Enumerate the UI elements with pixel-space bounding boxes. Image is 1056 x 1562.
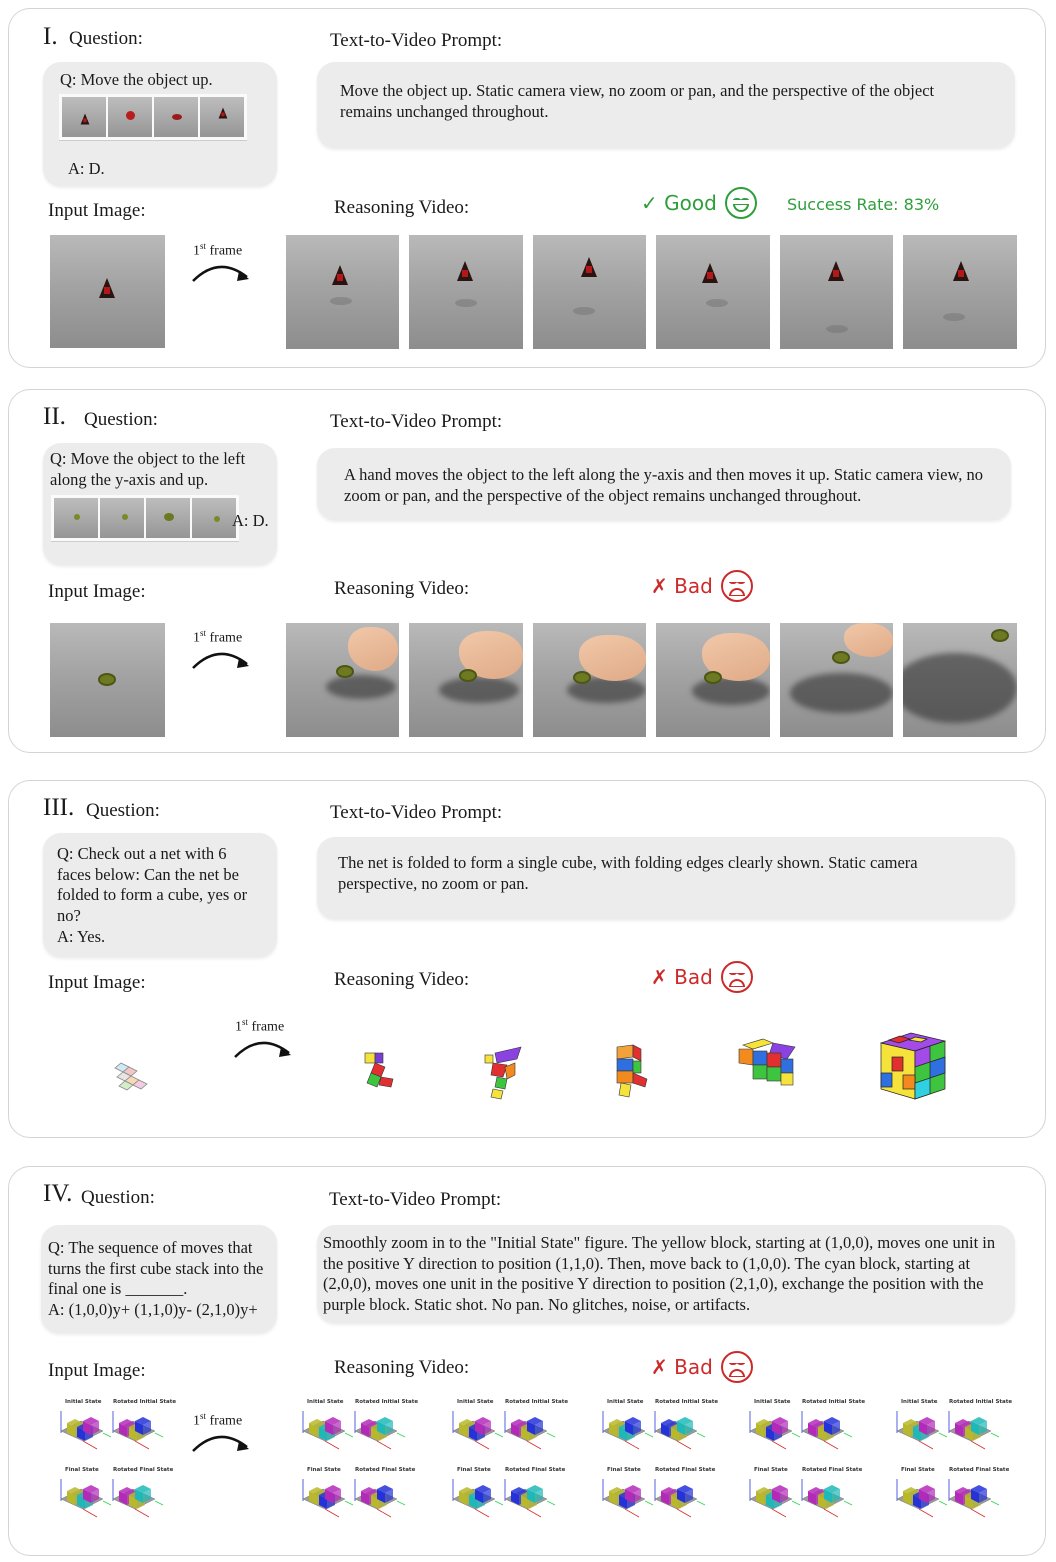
question-heading: Question:	[84, 409, 158, 430]
cube-state-figure	[746, 1467, 863, 1525]
verdict-bad	[651, 961, 753, 993]
question-heading: Question:	[86, 800, 160, 821]
question-heading: Question:	[69, 28, 143, 49]
verdict-bad	[651, 1351, 753, 1383]
cube-stack-drawing	[599, 1409, 707, 1458]
figure-caption: Initial State	[307, 1399, 344, 1405]
question-text: Q: Check out a net with 6 faces below: Can the net be folded to form a cube, yes or no?	[57, 844, 248, 925]
video-frame-4	[656, 235, 770, 349]
question-bubble	[43, 833, 277, 957]
video-frame-5	[780, 235, 893, 349]
cube-state-figure	[893, 1467, 1010, 1525]
answer-text: A: D.	[68, 159, 105, 178]
video-frame-3	[533, 235, 646, 349]
figure-caption: Rotated Initial State	[113, 1399, 177, 1405]
option-strip	[59, 94, 247, 141]
sad-face-icon	[721, 961, 753, 993]
cube-stack-drawing	[599, 1477, 707, 1526]
prompt-bubble	[317, 448, 1011, 520]
verdict-text: ✓ Good	[641, 191, 717, 215]
video-frame-1	[361, 1049, 405, 1100]
cube-state-figure	[299, 1399, 419, 1457]
cube-state-figure	[599, 1467, 716, 1525]
verdict-text: ✗ Bad	[651, 965, 713, 989]
prompt-heading: Text-to-Video Prompt:	[330, 802, 503, 823]
question-text: Q: Move the object to the left along the y-axis and up.	[50, 449, 246, 489]
figure-caption: Rotated Final State	[355, 1467, 416, 1473]
figure-caption: Initial State	[607, 1399, 644, 1405]
figure-caption: Final State	[65, 1467, 99, 1473]
prompt-text: The net is folded to form a single cube, with folding edges clearly shown. Static camera perspective, no zoom or pan.	[338, 853, 918, 893]
video-frame-5	[780, 623, 893, 737]
figure-caption: Rotated Final State	[113, 1467, 174, 1473]
prompt-heading: Text-to-Video Prompt:	[330, 30, 503, 51]
figure-caption: Rotated Initial State	[655, 1399, 719, 1405]
cube-stack-drawing	[893, 1409, 1001, 1458]
figure-caption: Initial State	[65, 1399, 102, 1405]
input-image-label: Input Image:	[48, 200, 146, 221]
first-frame-label: 1st frame	[193, 628, 243, 646]
figure-caption: Rotated Final State	[949, 1467, 1010, 1473]
question-bubble	[41, 1225, 277, 1333]
first-frame-label: 1st frame	[193, 1411, 243, 1429]
panel-2	[8, 389, 1046, 753]
cube-stack-drawing	[57, 1477, 165, 1526]
panel-3	[8, 780, 1046, 1138]
reasoning-video-label: Reasoning Video:	[334, 197, 470, 218]
prompt-heading: Text-to-Video Prompt:	[330, 411, 503, 432]
figure-caption: Rotated Initial State	[802, 1399, 866, 1405]
video-frame-6	[903, 623, 1017, 737]
figure-caption: Initial State	[754, 1399, 791, 1405]
video-frame-3	[533, 623, 646, 737]
cube-stack-drawing	[746, 1409, 854, 1458]
figure-caption: Rotated Initial State	[949, 1399, 1013, 1405]
cube-state-figure	[449, 1399, 569, 1457]
answer-text: A: (1,0,0)y+ (1,1,0)y- (2,1,0)y+	[48, 1300, 258, 1319]
answer-text: A: Yes.	[57, 927, 106, 946]
prompt-bubble	[317, 1225, 1015, 1323]
cube-state-figure	[599, 1399, 719, 1457]
sad-face-icon	[721, 1351, 753, 1383]
cube-state-figure	[893, 1399, 1013, 1457]
cube-state-figure	[57, 1399, 177, 1457]
prompt-text: Move the object up. Static camera view, no zoom or pan, and the perspective of the object remains unchanged throughout.	[340, 81, 935, 121]
panel-4	[8, 1166, 1046, 1556]
curved-arrow-icon	[189, 646, 253, 672]
video-frame-3	[607, 1043, 653, 1110]
video-frame-5	[875, 1029, 951, 1110]
panel-numeral: II.	[43, 403, 66, 430]
happy-face-icon	[725, 187, 757, 219]
question-bubble	[43, 443, 277, 565]
answer-text: A: D.	[232, 511, 269, 530]
cube-state-figure	[57, 1467, 174, 1525]
video-frame-4	[733, 1035, 803, 1102]
curved-arrow-icon	[189, 259, 253, 285]
video-frame-2	[409, 623, 523, 737]
question-text: Q: The sequence of moves that turns the first cube stack into the final one is _______.	[48, 1238, 264, 1298]
prompt-bubble	[317, 62, 1015, 148]
panel-numeral: I.	[43, 23, 58, 50]
cube-state-figure	[299, 1467, 416, 1525]
input-image-label: Input Image:	[48, 581, 146, 602]
cube-state-figure	[449, 1467, 566, 1525]
figure-caption: Final State	[754, 1467, 788, 1473]
first-frame-label: 1st frame	[193, 241, 243, 259]
video-frame-1	[286, 235, 399, 349]
reasoning-video-label: Reasoning Video:	[334, 1357, 470, 1378]
prompt-heading: Text-to-Video Prompt:	[329, 1189, 502, 1210]
cube-stack-drawing	[57, 1409, 165, 1458]
cube-stack-drawing	[746, 1477, 854, 1526]
input-image	[107, 1059, 157, 1104]
cube-stack-drawing	[299, 1477, 407, 1526]
cube-stack-drawing	[299, 1409, 407, 1458]
first-frame-label: 1st frame	[235, 1017, 285, 1035]
figure-caption: Final State	[457, 1467, 491, 1473]
figure-caption: Final State	[307, 1467, 341, 1473]
figure-caption: Final State	[607, 1467, 641, 1473]
reasoning-video-label: Reasoning Video:	[334, 969, 470, 990]
figure-caption: Initial State	[457, 1399, 494, 1405]
verdict-text: ✗ Bad	[651, 574, 713, 598]
verdict-bad	[651, 570, 753, 602]
input-image	[50, 235, 165, 348]
prompt-text: Smoothly zoom in to the "Initial State" figure. The yellow block, starting at (1,0,0), moves one unit in the positive Y direction to position (1,1,0). Then, move back to (1,0,0). The cyan block, starting at (2,0,0), moves one unit in the positive Y direction to position (2,1,0), exchange the position with the purple block. Static shot. No pan. No glitches, noise, or artifacts.	[323, 1233, 996, 1314]
video-frame-2	[409, 235, 523, 349]
panel-numeral: IV.	[43, 1180, 73, 1207]
verdict-good	[641, 187, 757, 219]
video-frame-1	[286, 623, 399, 737]
figure-caption: Initial State	[901, 1399, 938, 1405]
video-frame-6	[903, 235, 1017, 349]
figure-caption: Rotated Initial State	[355, 1399, 419, 1405]
cube-stack-drawing	[449, 1477, 557, 1526]
video-frame-4	[656, 623, 770, 737]
curved-arrow-icon	[189, 1429, 253, 1455]
option-strip	[51, 495, 239, 542]
question-text: Q: Move the object up.	[60, 70, 213, 89]
question-bubble	[43, 62, 277, 186]
success-rate: Success Rate: 83%	[787, 195, 940, 214]
verdict-text: ✗ Bad	[651, 1355, 713, 1379]
figure-caption: Rotated Final State	[655, 1467, 716, 1473]
panel-1	[8, 8, 1046, 368]
cube-state-figure	[746, 1399, 866, 1457]
curved-arrow-icon	[231, 1035, 295, 1061]
input-image-label: Input Image:	[48, 1360, 146, 1381]
prompt-text: A hand moves the object to the left along the y-axis and then moves it up. Static camera view, no zoom or pan, and the perspective of the object remains unchanged throughout.	[344, 465, 984, 505]
figure-caption: Rotated Initial State	[505, 1399, 569, 1405]
figure-caption: Final State	[901, 1467, 935, 1473]
input-image-label: Input Image:	[48, 972, 146, 993]
question-heading: Question:	[81, 1187, 155, 1208]
cube-stack-drawing	[893, 1477, 1001, 1526]
video-frame-2	[481, 1045, 533, 1108]
figure-caption: Rotated Final State	[505, 1467, 566, 1473]
reasoning-video-label: Reasoning Video:	[334, 578, 470, 599]
cube-stack-drawing	[449, 1409, 557, 1458]
sad-face-icon	[721, 570, 753, 602]
figure-caption: Rotated Final State	[802, 1467, 863, 1473]
panel-numeral: III.	[43, 794, 75, 821]
prompt-bubble	[317, 837, 1015, 919]
input-image	[50, 623, 165, 737]
